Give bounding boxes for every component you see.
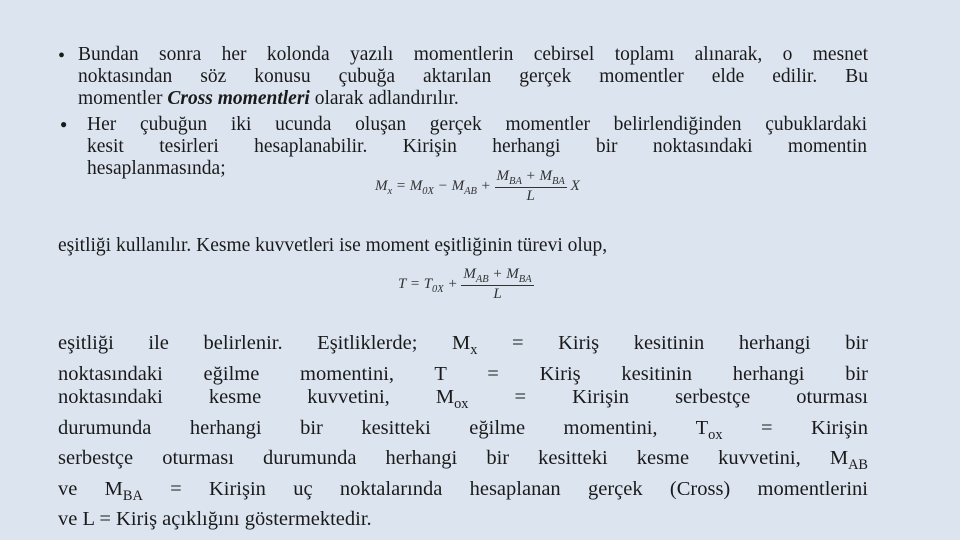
final-line3-b: = Kirişin serbestçe oturması: [468, 386, 868, 409]
final-line1-sub: x: [470, 342, 478, 359]
bullet2-line2: kesit tesirleri hesaplanabilir. Kirişin herhangi bir noktasındaki momentin: [87, 136, 867, 157]
bullet-paragraph-1: [78, 44, 868, 110]
bullet1-line3-text: momentler: [78, 88, 168, 109]
formula2-lhs: T = T: [398, 275, 433, 292]
definitions-paragraph: [58, 332, 868, 532]
formula1-tail: X: [566, 177, 580, 194]
final-line6-b: = Kirişin uç noktalarında hesaplanan gerçek (Cross) momentlerini: [142, 477, 868, 500]
final-line3-sub: ox: [454, 396, 469, 413]
bullet2-line3: hesaplanmasında;: [87, 158, 226, 179]
bullet1-line3-tail: olarak adlandırılır.: [309, 88, 459, 109]
final-line5: [58, 447, 868, 478]
final-line5-a: serbestçe oturması durumunda herhangi bir kesitteki kesme kuvvetini, M: [58, 447, 849, 470]
middle-text: eşitliği kullanılır. Kesme kuvvetleri ise moment eşitliğinin türevi olup,: [58, 235, 608, 256]
formula1-num-plus: + M: [521, 168, 552, 184]
formula1-lhs-sub: x: [387, 185, 393, 197]
formula1-fraction: [495, 168, 567, 205]
formula2-t-sub: 0X: [432, 283, 444, 295]
formula1-lhs: M: [375, 177, 388, 194]
formula1-num-sub2: BA: [552, 176, 565, 187]
final-line6: [58, 478, 868, 509]
formula2-plus: +: [443, 275, 462, 292]
formula2-fraction: [461, 266, 533, 303]
formula1-num-sub1: BA: [509, 176, 522, 187]
final-line4-sub: ox: [708, 426, 723, 443]
final-line2: noktasındaki eğilme momentini, T = Kiriş kesitinin herhangi bir: [58, 362, 868, 385]
shear-formula: [398, 266, 534, 303]
formula1-plus: +: [476, 177, 495, 194]
formula2-num-plus: + M: [488, 266, 519, 282]
final-line7: ve L = Kiriş açıklığını göstermektedir.: [58, 508, 372, 531]
formula1-t2-sub: AB: [464, 185, 477, 197]
final-line1-b: = Kiriş kesitinin herhangi bir: [477, 332, 868, 354]
final-line6-sub: BA: [122, 487, 143, 504]
final-line3: [58, 386, 868, 417]
final-line4-b: = Kirişin: [722, 416, 868, 439]
formula2-num-sub1: AB: [475, 274, 489, 285]
bullet1-line1: Bundan sonra her kolonda yazılı momentlerin cebirsel toplamı alınarak, o mesnet: [78, 44, 868, 65]
formula1-minus: − M: [433, 177, 465, 194]
formula2-num-sub2: BA: [518, 274, 532, 285]
formula1-t1-sub: 0X: [422, 185, 434, 197]
formula1-numerator: [495, 168, 567, 188]
bullet-marker: •: [58, 45, 66, 67]
final-line4-a: durumunda herhangi bir kesitteki eğilme momentini, T: [58, 416, 709, 439]
moment-formula: [375, 168, 580, 205]
final-line1-a: eşitliği ile belirlenir. Eşitliklerde; M: [58, 332, 471, 354]
formula2-denominator: L: [493, 286, 502, 302]
bullet-marker-filled: ●: [60, 117, 68, 131]
bullet2-line1: Her çubuğun iki ucunda oluşan gerçek momentler belirlendiğinden çubuklardaki: [87, 114, 867, 135]
formula1-denominator: L: [526, 188, 535, 204]
formula1-num-m: M: [496, 168, 510, 184]
bullet1-line2: noktasından söz konusu çubuğa aktarılan gerçek momentler elde edilir. Bu: [78, 66, 868, 87]
final-line4: [58, 417, 868, 448]
final-line1: [58, 332, 868, 363]
bullet1-line3: [78, 88, 868, 110]
final-line3-a: noktasındaki kesme kuvvetini, M: [58, 386, 455, 409]
formula2-num-m: M: [463, 266, 476, 282]
final-line5-sub: AB: [848, 457, 868, 474]
formula2-numerator: [461, 266, 533, 286]
emphasis-term: Cross momentleri: [167, 88, 310, 109]
formula1-eq: = M: [392, 177, 423, 194]
final-line6-a: ve M: [58, 477, 123, 500]
